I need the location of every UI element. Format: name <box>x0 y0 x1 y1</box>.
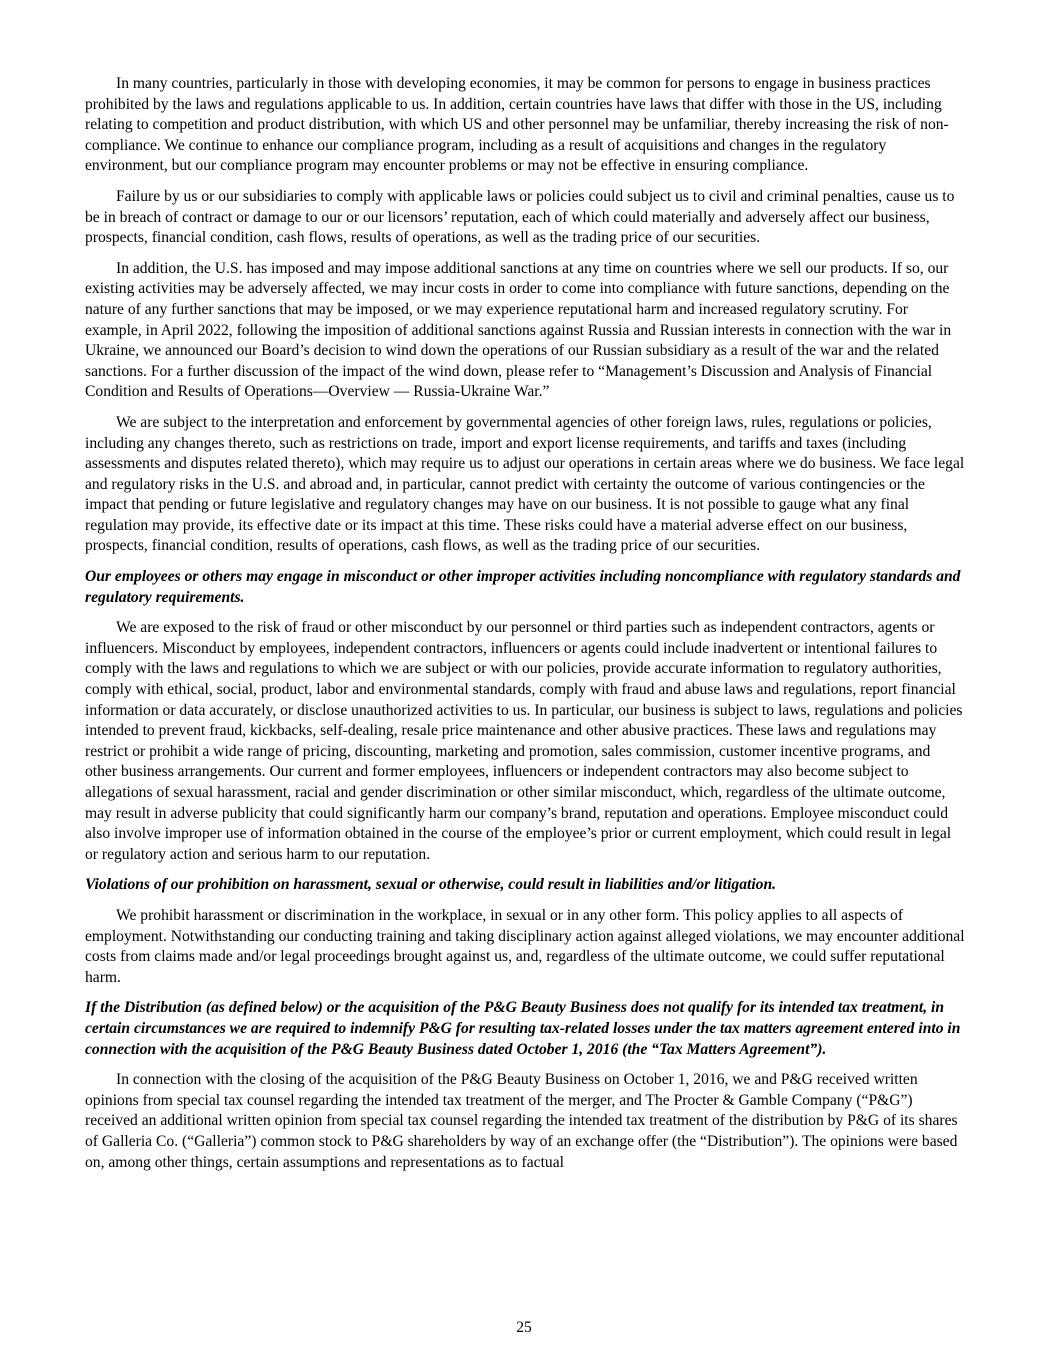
page-number: 25 <box>516 1319 532 1336</box>
paragraph-compliance-failure: Failure by us or our subsidiaries to comply with applicable laws or policies could subject us to civil and criminal penalties, cause us to be in breach of contract or damage to our or our licensors’ reputation, each of which could materially and adversely affect our business, prospects, financial condition, cash flows, results of operations, as well as the trading price of our securities. <box>85 187 955 247</box>
heading-harassment: Violations of our prohibition on harassment, sexual or otherwise, could result in liabilities and/or litigation. <box>85 876 777 894</box>
paragraph-sanctions: In addition, the U.S. has imposed and may impose additional sanctions at any time on countries where we sell our products. If so, our existing activities may be adversely affected, we may incur costs in order to come into compliance with future sanctions, depending on the nature of any further sanctions that may be imposed, or we may experience reputational harm and increased regulatory scrutiny. For example, in April 2022, following the imposition of additional sanctions against Russia and Russian interests in connection with the war in Ukraine, we announced our Board’s decision to wind down the operations of our Russian subsidiary as a result of the war and the related sanctions. For a further discussion of the impact of the wind down, please refer to “Management’s Discussion and Analysis of Financial Condition and Results of Operations—Overview — Russia-Ukraine War.” <box>85 259 952 401</box>
paragraph-developing-economies: In many countries, particularly in those with developing economies, it may be common for persons to engage in business practices prohibited by the laws and regulations applicable to us. In addition, certain countries have laws that differ with those in the US, including relating to competition and product distribution, with which US and other personnel may be unfamiliar, thereby increasing the risk of non-compliance. We continue to enhance our compliance program, including as a result of acquisitions and changes in the regulatory environment, but our compliance program may encounter problems or may not be effective in ensuring compliance. <box>85 75 949 175</box>
paragraph-pg-acquisition: In connection with the closing of the acquisition of the P&G Beauty Business on October 1, 2016, we and P&G received written opinions from special tax counsel regarding the intended tax treatment of the merger, and The Procter & Gamble Company (“P&G”) received an additional written opinion from special tax counsel regarding the intended tax treatment of the distribution by P&G of its shares of Galleria Co. (“Galleria”) common stock to P&G shareholders by way of an exchange offer (the “Distribution”). The opinions were based on, among other things, certain assumptions and representations as to factual <box>85 1071 958 1171</box>
paragraph-harassment-policy: We prohibit harassment or discrimination in the workplace, in sexual or in any other form. This policy applies to all aspects of employment. Notwithstanding our conducting training and taking disciplinary action against alleged violations, we may encounter additional costs from claims made and/or legal proceedings brought against us, and, regardless of the ultimate outcome, we could suffer reputational harm. <box>85 906 965 986</box>
document-body <box>85 74 965 1183</box>
heading-employee-misconduct: Our employees or others may engage in misconduct or other improper activities including noncompliance with regulatory standards and regulatory requirements. <box>85 568 961 606</box>
paragraph-foreign-laws: We are subject to the interpretation and enforcement by governmental agencies of other foreign laws, rules, regulations or policies, including any changes thereto, such as restrictions on trade, import and export license requirements, and tariffs and taxes (including assessments and disputes related thereto), which may require us to adjust our operations in certain areas where we do business. We face legal and regulatory risks in the U.S. and abroad and, in particular, cannot predict with certainty the outcome of various contingencies or the impact that pending or future legislative and regulatory changes may have on our business. It is not possible to gauge what any final regulation may provide, its effective date or its impact at this time. These risks could have a material adverse effect on our business, prospects, financial condition, results of operations, cash flows, as well as the trading price of our securities. <box>85 413 965 555</box>
paragraph-fraud-risk: We are exposed to the risk of fraud or other misconduct by our personnel or third parties such as independent contractors, agents or influencers. Misconduct by employees, independent contractors, influencers or agents could include inadvertent or intentional failures to comply with the laws and regulations to which we are subject or with our policies, provide accurate information to regulatory authorities, comply with ethical, social, product, labor and environmental standards, comply with fraud and abuse laws and regulations, report financial information or data accurately, or disclose unauthorized activities to us. In particular, our business is subject to laws, regulations and policies intended to prevent fraud, kickbacks, self-dealing, resale price maintenance and other abusive practices. These laws and regulations may restrict or prohibit a wide range of pricing, discounting, marketing and promotion, sales commission, customer incentive programs, and other business arrangements. Our current and former employees, influencers or independent contractors may also become subject to allegations of sexual harassment, racial and gender discrimination or other similar misconduct, which, regardless of the ultimate outcome, may result in adverse publicity that could significantly harm our company’s brand, reputation and operations. Employee misconduct could also involve improper use of information obtained in the course of the employee’s prior or current employment, which could result in legal or regulatory action and serious harm to our reputation. <box>85 619 963 863</box>
heading-tax-matters: If the Distribution (as defined below) or the acquisition of the P&G Beauty Business does not qualify for its intended tax treatment, in certain circumstances we are required to indemnify P&G for resulting tax-related losses under the tax matters agreement entered into in connection with the acquisition of the P&G Beauty Business dated October 1, 2016 (the “Tax Matters Agreement”). <box>85 999 961 1058</box>
